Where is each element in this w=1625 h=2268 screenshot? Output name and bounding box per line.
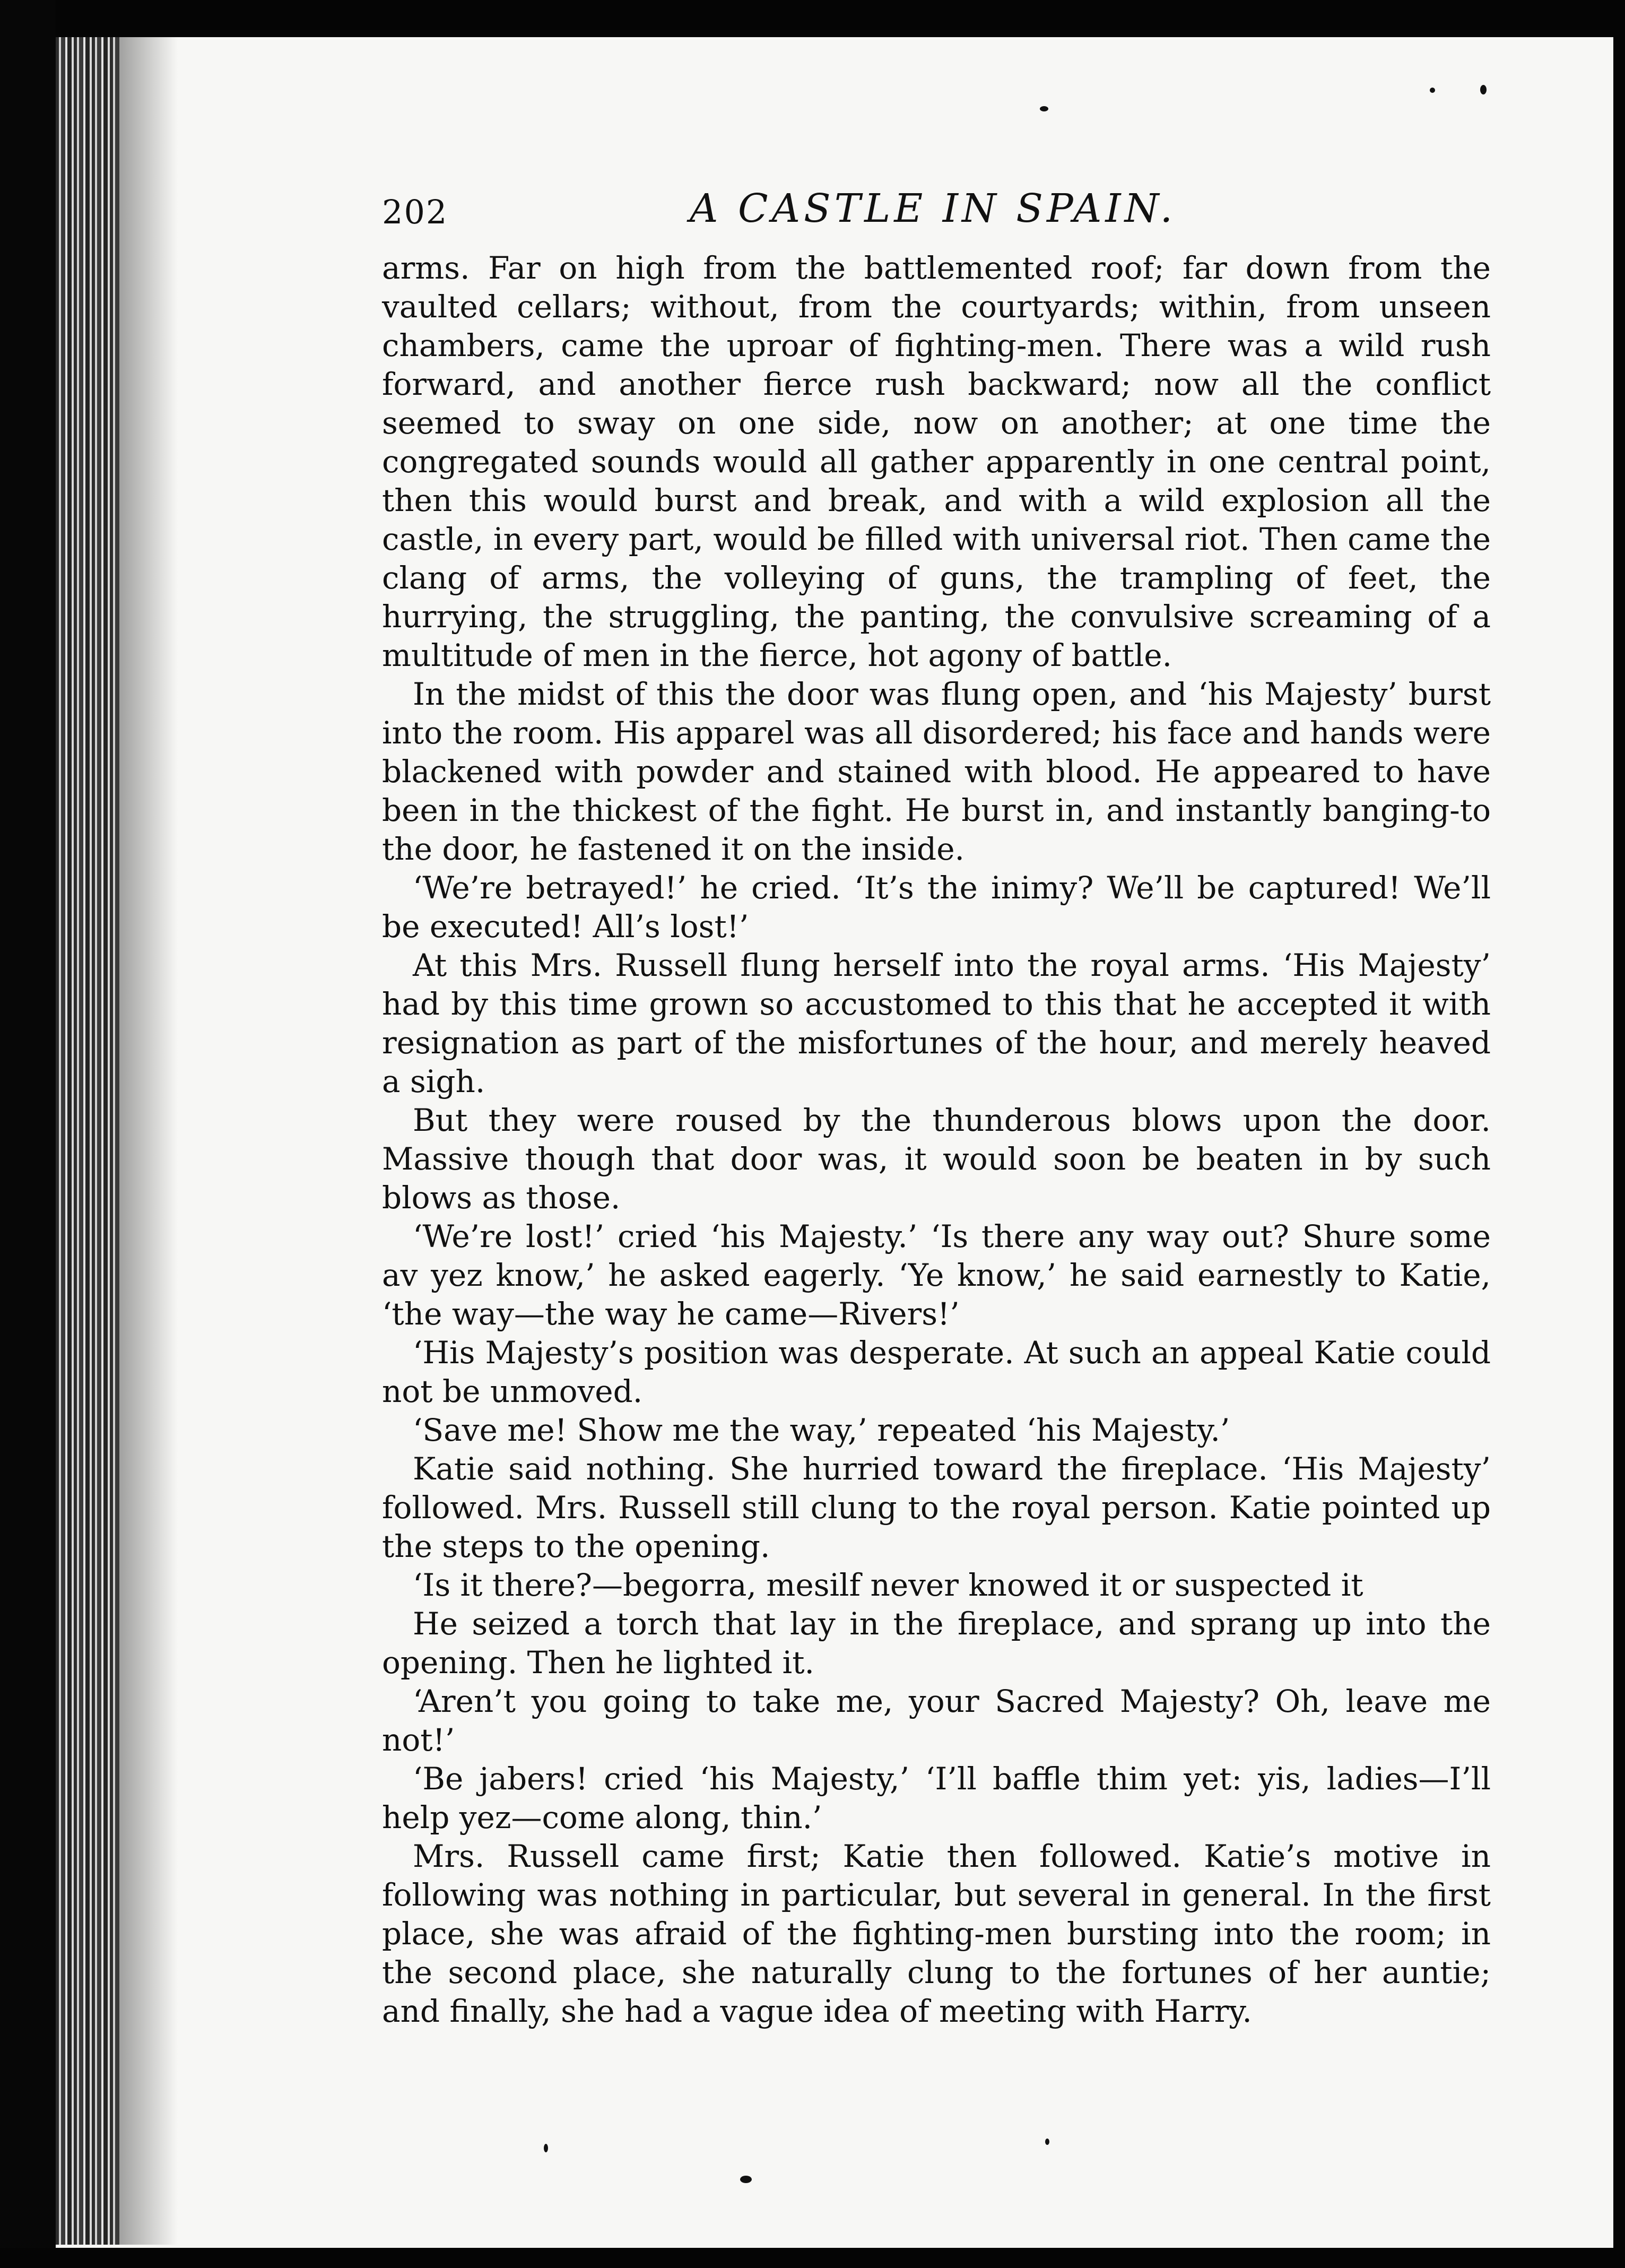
body-text [382,249,1491,2031]
paragraph: ‘Aren’t you going to take me, your Sacred Majesty? Oh, leave me not!’ [382,1683,1491,1758]
paragraph: ‘Be jabers! cried ‘his Majesty,’ ‘I’ll baffle thim yet: yis, ladies—I’ll help yez—come along, thin.’ [382,1761,1491,1836]
scan-left-border [0,0,56,2268]
scan-bottom-border [0,2248,1625,2268]
paragraph: ‘Save me! Show me the way,’ repeated ‘his Majesty.’ [413,1412,1230,1448]
paragraph: ‘We’re lost!’ cried ‘his Majesty.’ ‘Is there any way out? Shure some av yez know,’ he asked eagerly. ‘Ye know,’ he said earnestly to Katie, ‘the way—the way he came—Rivers!’ [382,1218,1491,1332]
scan-speck [1480,85,1487,94]
paragraph: ‘We’re betrayed!’ he cried. ‘It’s the inimy? We’ll be captured! We’ll be executed! All’s lost!’ [382,870,1491,945]
paragraph: At this Mrs. Russell flung herself into the royal arms. ‘His Majesty’ had by this time grown so accustomed to this that he accepted it with resignation as part of the misfortunes of the hour, and merely heaved a sigh. [382,947,1491,1100]
gutter-shadow [119,37,178,2245]
running-head [382,183,1491,241]
book-spine-gutter [56,37,119,2245]
paragraph: But they were roused by the thunderous blows upon the door. Massive though that door was, it would soon be beaten in by such blows as those. [382,1102,1491,1216]
paragraph: Katie said nothing. She hurried toward the fireplace. ‘His Majesty’ followed. Mrs. Russell still clung to the royal person. Katie pointed up the steps to the opening. [382,1451,1491,1564]
paragraph: ‘His Majesty’s position was desperate. At such an appeal Katie could not be unmoved. [382,1335,1491,1409]
paragraph: Mrs. Russell came first; Katie then followed. Katie’s motive in following was nothing in particular, but several in general. In the first place, she was afraid of the fighting-men bursting into the room; in the second place, she naturally clung to the fortunes of her auntie; and finally, she had a vague idea of meeting with Harry. [382,1838,1491,2029]
page-number: 202 [382,193,448,231]
scan-right-border [1613,0,1625,2268]
scan-speck [740,2176,752,2183]
scan-speck [1430,88,1435,93]
book-page [382,183,1491,2031]
paragraph: He seized a torch that lay in the fireplace, and sprang up into the opening. Then he lighted it. [382,1606,1491,1681]
scan-speck [544,2144,548,2152]
paragraph: In the midst of this the door was flung open, and ‘his Majesty’ burst into the room. His apparel was all disordered; his face and hands were blackened with powder and stained with blood. He appeared to have been in the thickest of the fight. He burst in, and instantly banging-to the door, he fastened it on the inside. [382,676,1491,867]
scan-speck [1040,106,1048,111]
running-title: A CASTLE IN SPAIN. [690,186,1177,231]
scan-speck [1045,2139,1049,2145]
paragraph: arms. Far on high from the battlemented roof; far down from the vaulted cellars; without, from the courtyards; within, from unseen chambers, came the uproar of fighting-men. There was a wild rush forward, and another fierce rush backward; now all the conflict seemed to sway on one side, now on another; at one time the congregated sounds would all gather apparently in one central point, then this would burst and break, and with a wild explosion all the castle, in every part, would be filled with universal riot. Then came the clang of arms, the volleying of guns, the trampling of feet, the hurrying, the struggling, the panting, the convulsive screaming of a multitude of men in the fierce, hot agony of battle. [382,250,1491,673]
scan-top-border [0,0,1625,37]
paragraph: ‘Is it there?—begorra, mesilf never knowed it or suspected it [413,1567,1363,1603]
